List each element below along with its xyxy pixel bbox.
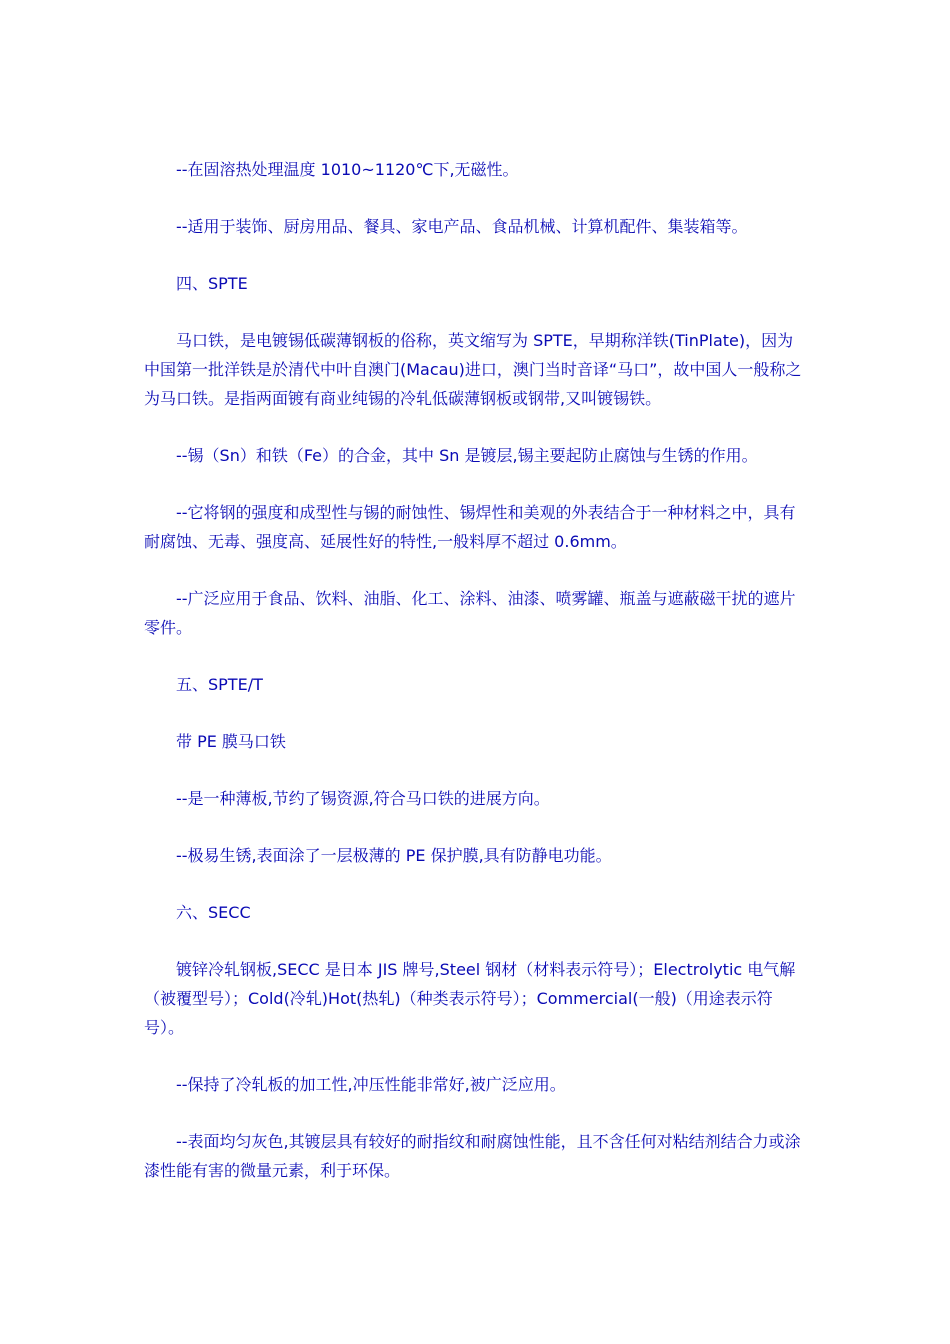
paragraph-5: --它将钢的强度和成型性与锡的耐蚀性、锡焊性和美观的外表结合于一种材料之中，具有耐腐蚀、无毒、强度高、延展性好的特性,一般料厚不超过 0.6mm。 bbox=[144, 503, 796, 551]
paragraph-4: --锡（Sn）和铁（Fe）的合金，其中 Sn 是镀层,锡主要起防止腐蚀与生锈的作用。 bbox=[176, 446, 758, 465]
paragraph-9: --极易生锈,表面涂了一层极薄的 PE 保护膜,具有防静电功能。 bbox=[176, 846, 612, 865]
paragraph-6: --广泛应用于食品、饮料、油脂、化工、涂料、油漆、喷雾罐、瓶盖与遮蔽磁干扰的遮片零件。 bbox=[144, 589, 796, 637]
paragraph-8: --是一种薄板,节约了锡资源,符合马口铁的进展方向。 bbox=[176, 789, 550, 808]
paragraph-10: 镀锌冷轧钢板,SECC 是日本 JIS 牌号,Steel 钢材（材料表示符号）；Electrolytic 电气解（被覆型号）；Cold(冷轧)Hot(热轧)（种类表示符号）；Commercial(一般)（用途表示符号）。 bbox=[144, 960, 796, 1037]
paragraph-12: --表面均匀灰色,其镀层具有较好的耐指纹和耐腐蚀性能，且不含任何对粘结剂结合力或涂漆性能有害的微量元素，利于环保。 bbox=[144, 1132, 801, 1180]
paragraph-2: --适用于装饰、厨房用品、餐具、家电产品、食品机械、计算机配件、集装箱等。 bbox=[176, 217, 748, 236]
section-heading-spte: 四、SPTE bbox=[176, 274, 248, 293]
paragraph-3: 马口铁，是电镀锡低碳薄钢板的俗称，英文缩写为 SPTE，早期称洋铁(TinPlate)，因为中国第一批洋铁是於清代中叶自澳门(Macau)进口，澳门当时音译“马口”，故中国人一般称之为马口铁。是指两面镀有商业纯锡的冷轧低碳薄钢板或钢带,又叫镀锡铁。 bbox=[144, 331, 802, 408]
paragraph-11: --保持了冷轧板的加工性,冲压性能非常好,被广泛应用。 bbox=[176, 1075, 566, 1094]
section-heading-spte-t: 五、SPTE/T bbox=[176, 675, 263, 694]
paragraph-7: 带 PE 膜马口铁 bbox=[176, 732, 286, 751]
section-heading-secc: 六、SECC bbox=[176, 903, 251, 922]
document-body bbox=[144, 155, 806, 1213]
paragraph-1: --在固溶热处理温度 1010~1120℃下,无磁性。 bbox=[176, 160, 519, 179]
